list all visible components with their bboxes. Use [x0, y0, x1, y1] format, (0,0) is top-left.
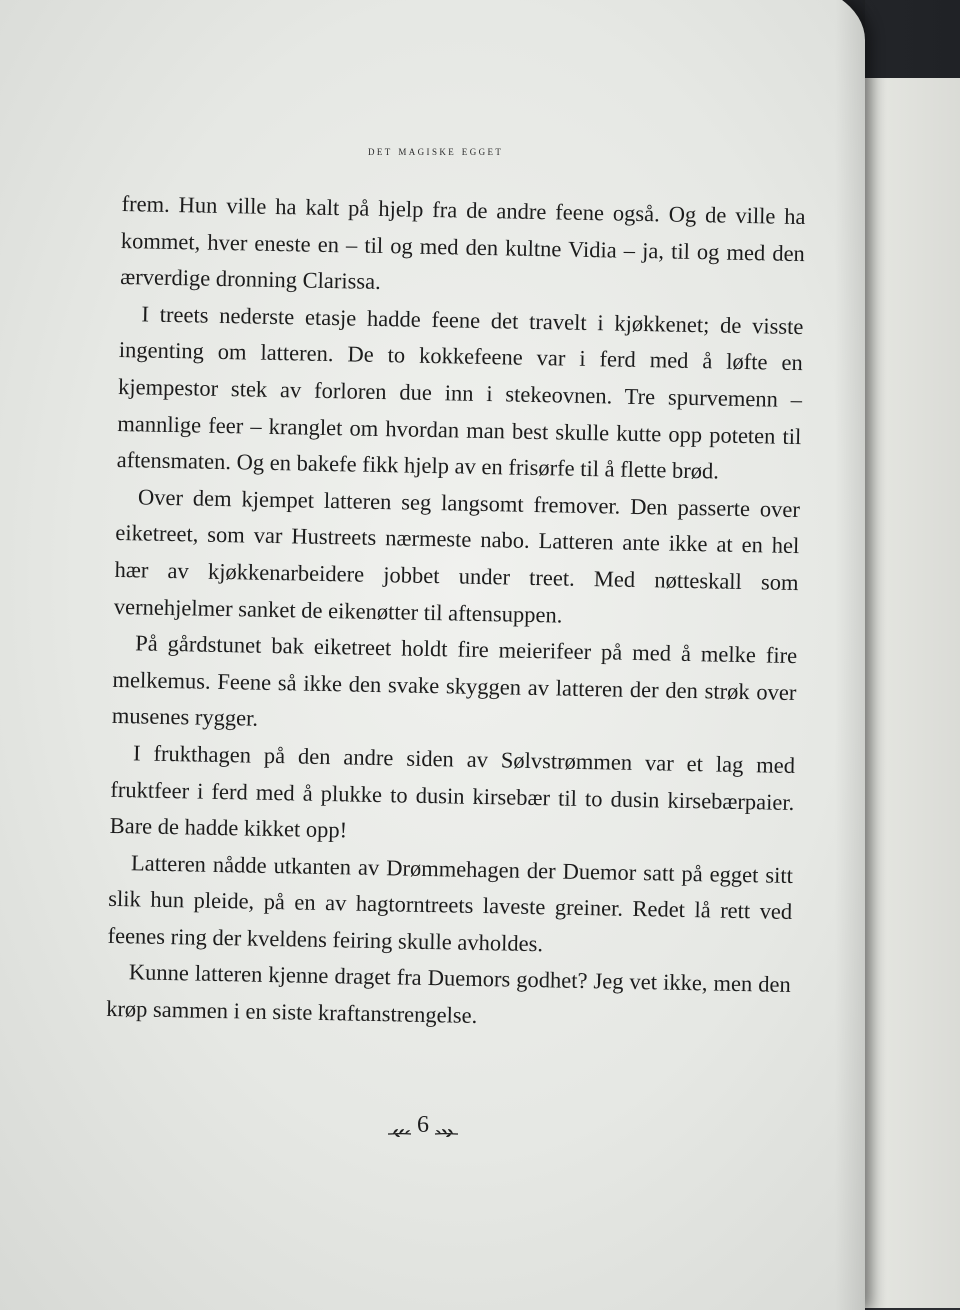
paragraph: Latteren nådde utkanten av Drømmehagen der Duemor satt på egget sitt slik hun pleide, på en av hagtorntreets laveste greiner. Redet lå rett ved feenes ring der kveldens feiring skulle avholdes.	[107, 849, 794, 957]
paragraph: I treets nederste etasje hadde feene det travelt i kjøkkenet; de visste ingenting om latteren. De to kokkefeene var i ferd med å løfte en kjempestor stek av forloren due inn i stekeovnen. Tre spurvemenn – mannlige feer – kranglet om hvordan man best skulle kutte opp poteten til aftensmaten. Og en bakefe fikk hjelp av en frisørfe til å flette brød.	[116, 301, 804, 484]
body-text	[106, 186, 806, 1041]
paragraph: Kunne latteren kjenne draget fra Duemors godhet? Jeg vet ikke, men den krøp sammen i en siste kraftanstrengelse.	[105, 959, 792, 1029]
paragraph: I frukthagen på den andre siden av Sølvstrømmen var et lag med fruktfeer i ferd med å plukke to dusin kirsebær til to dusin kirsebærpaier. Bare de hadde kikket opp!	[109, 740, 796, 843]
paragraph: Over dem kjempet latteren seg langsomt fremover. Den passerte over eiketreet, som var Hustreets nærmeste nabo. Latteren ante ikke at en hel hær av kjøkkenarbeidere jobbet under treet. Med nøtteskall som vernehjelmer sanket de eikenøtter til aftensuppen.	[113, 484, 801, 628]
paragraph: frem. Hun ville ha kalt på hjelp fra de andre feene også. Og de ville ha kommet, hver eneste en – til og med den kultne Vidia – ja, til og med den ærverdige dronning Clarissa.	[120, 190, 806, 295]
page-number: 6	[417, 1112, 429, 1138]
leaf-ornament-left-icon	[387, 1119, 413, 1133]
page-edge-shadow	[835, 0, 865, 1310]
folio	[378, 1112, 468, 1139]
running-head: det magiske egget	[368, 143, 504, 158]
paragraph: På gårdstunet bak eiketreet holdt fire meierifeer på med å melke fire melkemus. Feene så ikke den svake skyggen av latteren der den strøk over musenes rygger.	[111, 630, 798, 732]
leaf-ornament-right-icon	[433, 1119, 459, 1133]
